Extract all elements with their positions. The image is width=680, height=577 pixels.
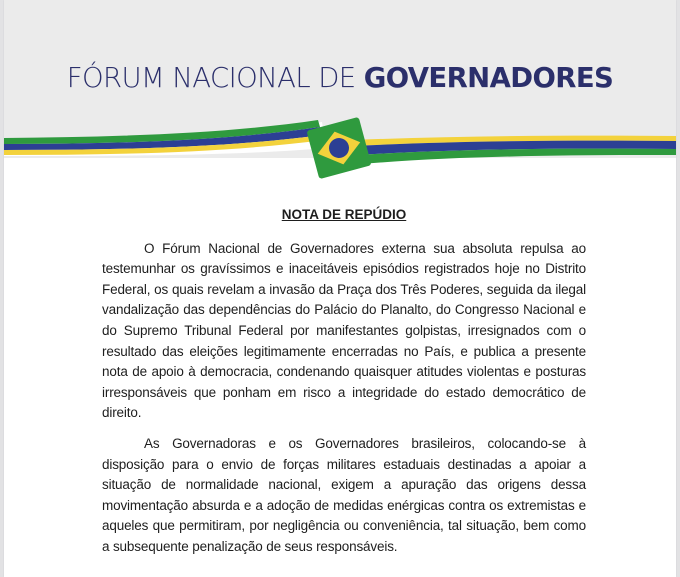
paragraph-2: As Governadoras e os Governadores brasileiros, colocando-se à disposição para o envio de forças militares estaduais destinadas a apoiar a situação de normalidade nacional, exigem a apuração das origens dessa movimentação absurda e a adoção de medidas enérgicas contra os extremistas e aqueles que permitiram, por negligência ou conveniência, tal situação, bem como a subsequente penalização de seus responsáveis. — [102, 435, 586, 554]
document-title: NOTA DE REPÚDIO — [281, 207, 407, 222]
paragraph-1: O Fórum Nacional de Governadores externa sua absoluta repulsa ao testemunhar os gravíssimos e inaceitáveis episódios registrados hoje no Distrito Federal, os quais revelam a invasão da Praça dos Três Poderes, seguida da ilegal vandalização das dependências do Palácio do Planalto, do Congresso Nacional e do Supremo Tribunal Federal por manifestantes golpistas, irresignados com o resultado das eleições legitimamente encerradas no País, e publica a presente nota de apoio à democracia, condenando quaisquer atitudes violentas e posturas irresponsáveis que ponham em risco a integridade do estado democrático de direito. — [102, 240, 586, 421]
brand-bold-text: GOVERNADORES — [363, 62, 614, 94]
document-page — [4, 0, 676, 577]
organization-name — [4, 62, 676, 94]
brazil-flag-ribbon-icon — [4, 100, 676, 185]
document-body — [102, 205, 586, 568]
brand-light-text: FÓRUM NACIONAL DE — [66, 62, 356, 94]
